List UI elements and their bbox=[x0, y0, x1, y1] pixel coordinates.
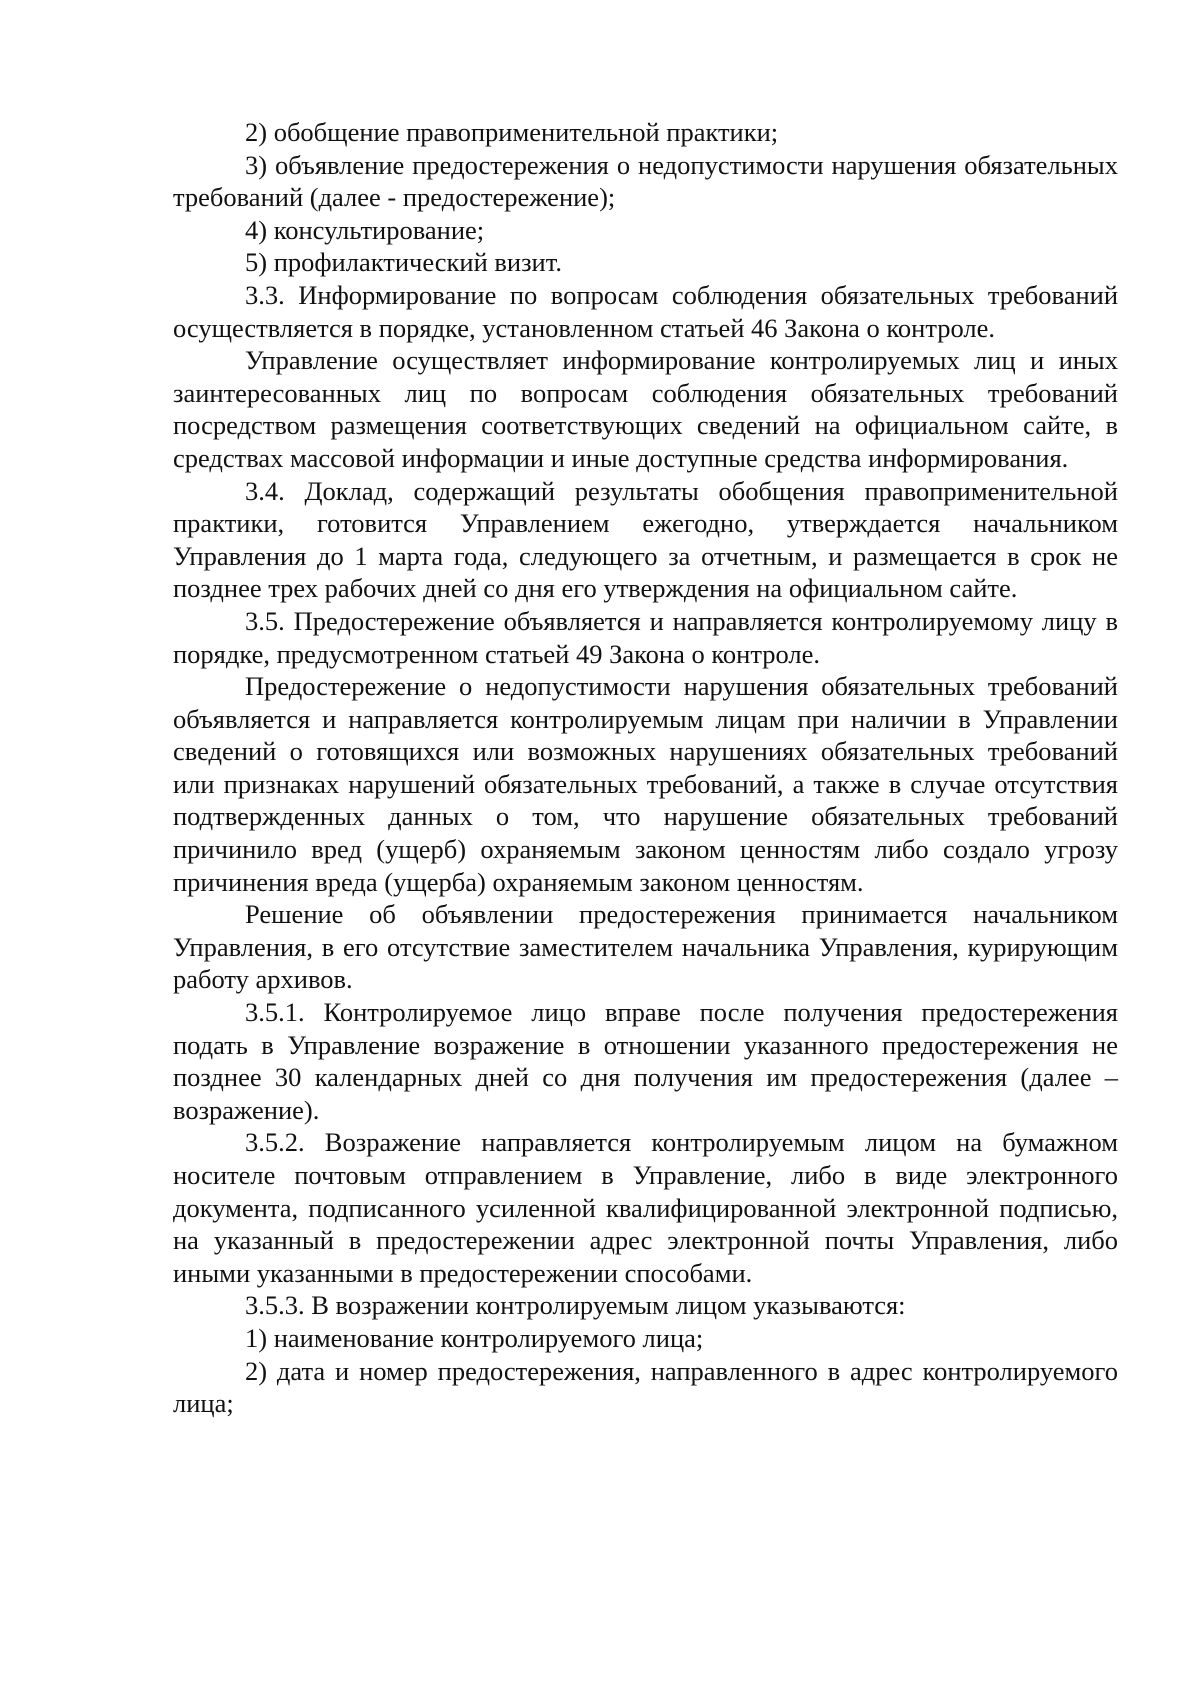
paragraph-list-item-2: 2) дата и номер предостережения, направленного в адрес контролируемого лица; bbox=[173, 1355, 1118, 1419]
paragraph-item-3: 3) объявление предостережения о недопустимости нарушения обязательных требований (далее - предостережение); bbox=[173, 149, 1118, 213]
paragraph-3-5-2: 3.5.2. Возражение направляется контролируемым лицом на бумажном носителе почтовым отправлением в Управление, либо в виде электронного документа, подписанного усиленной квалифицированной электронной подписью, на указанный в предостережении адрес электронной почты Управления, либо иными указанными в предостережении способами. bbox=[173, 1127, 1118, 1288]
document-body bbox=[173, 116, 1118, 1420]
paragraph-3-5-1: 3.5.1. Контролируемое лицо вправе после получения предостережения подать в Управление возражение в отношении указанного предостережения не позднее 30 календарных дней со дня получения им предостережения (далее – возражение). bbox=[173, 997, 1118, 1125]
paragraph-3-5: 3.5. Предостережение объявляется и направляется контролируемому лицу в порядке, предусмотренном статьей 49 Закона о контроле. bbox=[173, 605, 1118, 669]
paragraph-list-item-1: 1) наименование контролируемого лица; bbox=[245, 1322, 704, 1353]
paragraph-item-2: 2) обобщение правоприменительной практики; bbox=[245, 117, 779, 147]
paragraph-3-4: 3.4. Доклад, содержащий результаты обобщения правоприменительной практики, готовится Управлением ежегодно, утверждается начальником Управления до 1 марта года, следующего за отчетным, и размещается в срок не позднее трех рабочих дней со дня его утверждения на официальном сайте. bbox=[173, 475, 1118, 604]
paragraph-3-5-3: 3.5.3. В возражении контролируемым лицом указываются: bbox=[245, 1290, 906, 1321]
paragraph-item-5: 5) профилактический визит. bbox=[245, 247, 562, 278]
paragraph-item-4: 4) консультирование; bbox=[245, 214, 485, 245]
paragraph-warning-decision: Решение об объявлении предостережения принимается начальником Управления, в его отсутствие заместителем начальника Управления, курирующим работу архивов. bbox=[173, 899, 1118, 995]
paragraph-warning-conditions: Предостережение о недопустимости нарушения обязательных требований объявляется и направляется контролируемым лицам при наличии в Управлении сведений о готовящихся или возможных нарушениях обязательных требований или признаках нарушений обязательных требований, а также в случае отсутствия подтвержденных данных о том, что нарушение обязательных требований причинило вред (ущерб) охраняемым законом ценностям либо создало угрозу причинения вреда (ущерба) охраняемым законом ценностям. bbox=[173, 671, 1118, 897]
paragraph-3-3: 3.3. Информирование по вопросам соблюдения обязательных требований осуществляется в порядке, установленном статьей 46 Закона о контроле. bbox=[173, 279, 1118, 343]
paragraph-informing: Управление осуществляет информирование контролируемых лиц и иных заинтересованных лиц по вопросам соблюдения обязательных требований посредством размещения соответствующих сведений на официальном сайте, в средствах массовой информации и иные доступные средства информирования. bbox=[173, 345, 1118, 473]
